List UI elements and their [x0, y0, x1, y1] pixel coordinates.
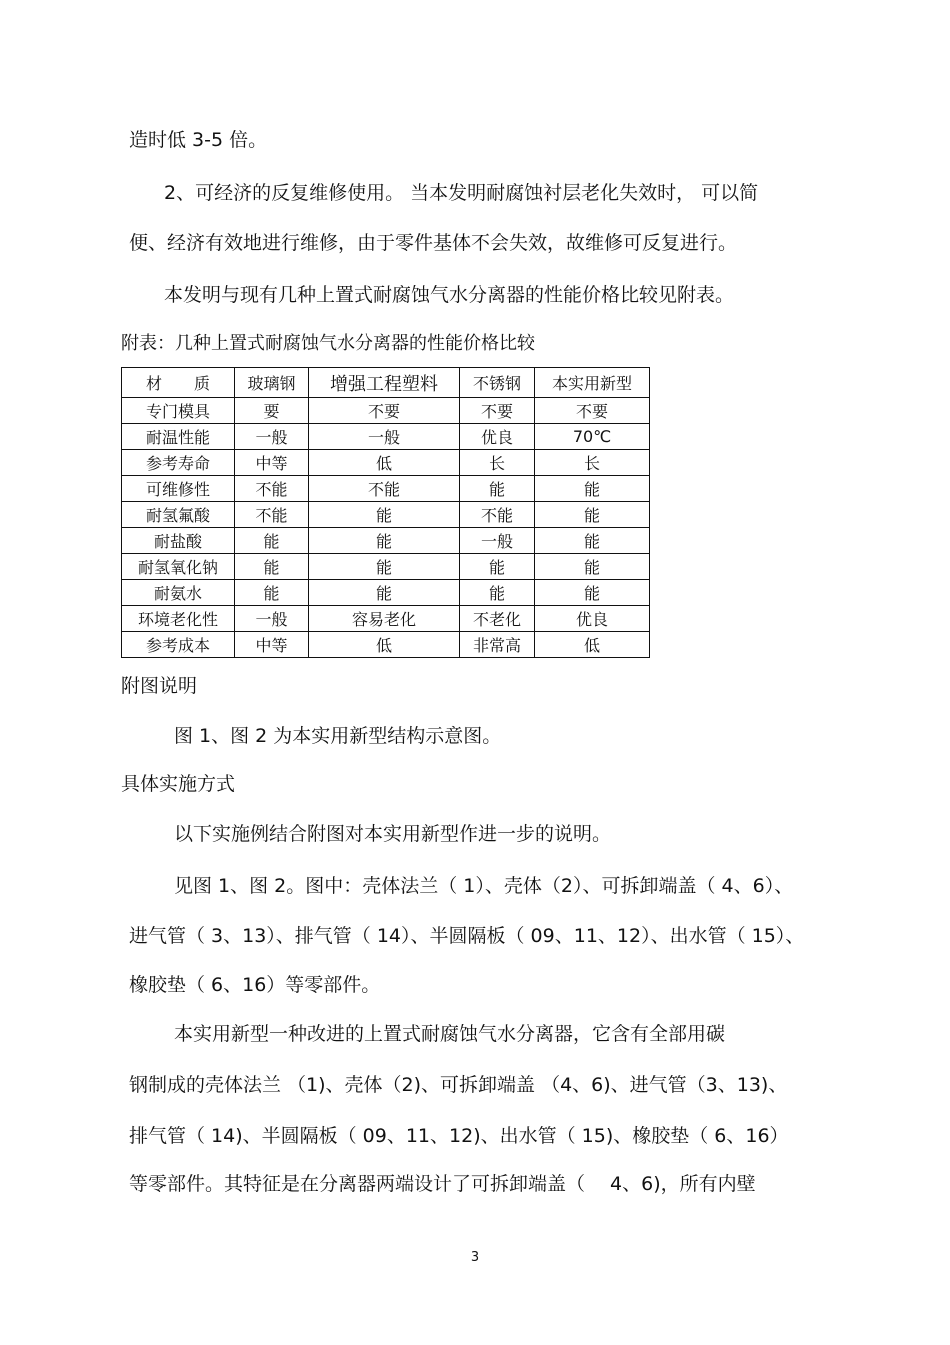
table-cell: 耐氨水	[122, 580, 235, 606]
table-cell: 不能	[235, 502, 309, 528]
table-cell: 可维修性	[122, 476, 235, 502]
paragraph-line: 便、经济有效地进行维修，由于零件基体不会失效，故维修可反复进行。	[129, 232, 738, 254]
table-row	[122, 528, 650, 554]
table-cell: 不要	[535, 398, 650, 424]
table-header-cell: 材 质	[122, 368, 235, 398]
table-cell: 低	[309, 632, 460, 658]
table-cell: 能	[535, 580, 650, 606]
paragraph-line: 以下实施例结合附图对本实用新型作进一步的说明。	[174, 823, 612, 845]
table-row	[122, 398, 650, 424]
table-row	[122, 476, 650, 502]
table-cell: 中等	[235, 632, 309, 658]
table-cell: 能	[460, 580, 535, 606]
table-cell: 能	[309, 502, 460, 528]
table-cell: 一般	[235, 424, 309, 450]
table-cell: 70℃	[535, 424, 650, 450]
table-row	[122, 424, 650, 450]
table-row	[122, 632, 650, 658]
comparison-table	[121, 367, 650, 658]
table-cell: 一般	[309, 424, 460, 450]
table-row	[122, 580, 650, 606]
table-header-cell: 本实用新型	[535, 368, 650, 398]
table-cell: 一般	[235, 606, 309, 632]
paragraph-line: 图 1、图 2 为本实用新型结构示意图。	[174, 725, 502, 747]
table-cell: 能	[535, 476, 650, 502]
table-cell: 不要	[309, 398, 460, 424]
table-cell: 优良	[460, 424, 535, 450]
table-cell: 耐氢氟酸	[122, 502, 235, 528]
paragraph-line: 橡胶垫（ 6、16）等零部件。	[129, 974, 381, 996]
section-heading: 附图说明	[121, 675, 198, 697]
table-cell: 能	[309, 554, 460, 580]
table-cell: 能	[535, 554, 650, 580]
table-cell: 低	[309, 450, 460, 476]
table-cell: 能	[235, 554, 309, 580]
paragraph-line: 钢制成的壳体法兰 （1)、壳体（2)、可拆卸端盖 （4、6)、进气管（3、13)、	[129, 1074, 788, 1096]
paragraph-line: 2、可经济的反复维修使用。 当本发明耐腐蚀衬层老化失效时， 可以简	[164, 182, 759, 204]
table-cell: 参考成本	[122, 632, 235, 658]
table-cell: 能	[460, 476, 535, 502]
table-cell: 能	[535, 502, 650, 528]
paragraph-line: 排气管（ 14)、半圆隔板（ 09、11、12)、出水管（ 15)、橡胶垫（ 6、16）	[129, 1125, 789, 1147]
paragraph-line: 等零部件。其特征是在分离器两端设计了可拆卸端盖（ 4、6)，所有内壁	[129, 1173, 756, 1195]
table-header-cell: 增强工程塑料	[309, 368, 460, 398]
table-cell: 非常高	[460, 632, 535, 658]
table-cell: 一般	[460, 528, 535, 554]
table-header-cell: 玻璃钢	[235, 368, 309, 398]
table-cell: 耐氢氧化钠	[122, 554, 235, 580]
table-row	[122, 450, 650, 476]
table-cell: 低	[535, 632, 650, 658]
section-heading: 具体实施方式	[121, 773, 236, 795]
table-row	[122, 502, 650, 528]
table-header-cell: 不锈钢	[460, 368, 535, 398]
table-cell: 专门模具	[122, 398, 235, 424]
table-cell: 能	[235, 528, 309, 554]
paragraph-line: 本实用新型一种改进的上置式耐腐蚀气水分离器，它含有全部用碳	[174, 1023, 726, 1045]
table-cell: 耐温性能	[122, 424, 235, 450]
paragraph-line: 进气管（ 3、13）、排气管（ 14）、半圆隔板（ 09、11、12）、出水管（ 15）、	[129, 925, 805, 947]
paragraph-line: 造时低 3-5 倍。	[129, 129, 268, 151]
paragraph-line: 本发明与现有几种上置式耐腐蚀气水分离器的性能价格比较见附表。	[164, 284, 735, 306]
table-row	[122, 606, 650, 632]
table-cell: 优良	[535, 606, 650, 632]
table-row	[122, 554, 650, 580]
paragraph-line: 见图 1、图 2。图中：壳体法兰（ 1）、壳体（2）、可拆卸端盖（ 4、6）、	[174, 875, 794, 897]
table-cell: 参考寿命	[122, 450, 235, 476]
table-cell: 不能	[309, 476, 460, 502]
table-cell: 不要	[460, 398, 535, 424]
table-cell: 长	[535, 450, 650, 476]
table-cell: 能	[309, 580, 460, 606]
table-cell: 中等	[235, 450, 309, 476]
table-cell: 长	[460, 450, 535, 476]
table-cell: 能	[460, 554, 535, 580]
table-cell: 不能	[460, 502, 535, 528]
table-cell: 能	[535, 528, 650, 554]
table-cell: 环境老化性	[122, 606, 235, 632]
table-cell: 耐盐酸	[122, 528, 235, 554]
table-cell: 要	[235, 398, 309, 424]
table-cell: 容易老化	[309, 606, 460, 632]
page-number: 3	[470, 1250, 480, 1265]
table-cell: 不老化	[460, 606, 535, 632]
table-header-row	[122, 368, 650, 398]
table-cell: 能	[235, 580, 309, 606]
table-caption: 附表：几种上置式耐腐蚀气水分离器的性能价格比较	[121, 333, 535, 354]
table-cell: 能	[309, 528, 460, 554]
table-cell: 不能	[235, 476, 309, 502]
